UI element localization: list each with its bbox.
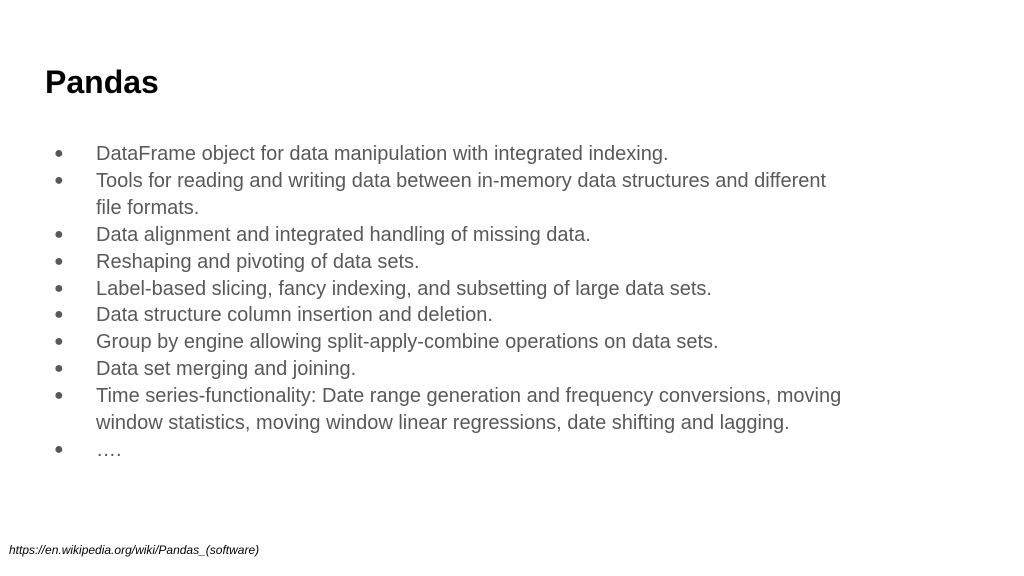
bullet-text: Data alignment and integrated handling of missing data.: [96, 223, 591, 246]
bullet-dot-icon: ●: [54, 225, 64, 243]
bullet-dot-icon: ●: [54, 279, 64, 297]
bullet-text: Time series-functionality: Date range generation and frequency conversions, moving window statistics, moving window linear regressions, date shifting and lagging.: [96, 385, 842, 435]
bullet-dot-icon: ●: [54, 306, 64, 324]
bullet-dot-icon: ●: [54, 360, 64, 378]
bullet-text: Data structure column insertion and deletion.: [96, 304, 493, 327]
bullet-dot-icon: ●: [54, 171, 64, 189]
bullet-item: [48, 276, 848, 303]
bullet-text: Group by engine allowing split-apply-combine operations on data sets.: [96, 331, 719, 354]
bullet-item: [48, 249, 848, 276]
bullet-item: [48, 356, 848, 383]
bullet-text: Reshaping and pivoting of data sets.: [96, 250, 420, 273]
bullet-item: [48, 168, 848, 222]
bullet-item: [48, 437, 848, 464]
bullet-dot-icon: ●: [54, 387, 64, 405]
bullet-text: ….: [96, 438, 122, 461]
bullet-item: [48, 141, 848, 168]
bullet-item: [48, 222, 848, 249]
bullet-text: DataFrame object for data manipulation with integrated indexing.: [96, 143, 669, 165]
bullet-dot-icon: ●: [54, 145, 64, 162]
bullet-text: Tools for reading and writing data between in-memory data structures and different file formats.: [96, 169, 827, 219]
bullet-item: [48, 302, 848, 329]
bullet-text: Data set merging and joining.: [96, 358, 357, 381]
bullet-dot-icon: ●: [54, 252, 64, 270]
bullet-item: [48, 329, 848, 356]
bullet-item: [48, 383, 848, 437]
bullet-text: Label-based slicing, fancy indexing, and subsetting of large data sets.: [96, 277, 712, 300]
slide-title: Pandas: [45, 64, 159, 100]
bullet-dot-icon: ●: [54, 440, 64, 458]
bullet-dot-icon: ●: [54, 333, 64, 351]
bullet-list: [48, 141, 848, 464]
source-citation: https://en.wikipedia.org/wiki/Pandas_(software): [9, 543, 260, 557]
